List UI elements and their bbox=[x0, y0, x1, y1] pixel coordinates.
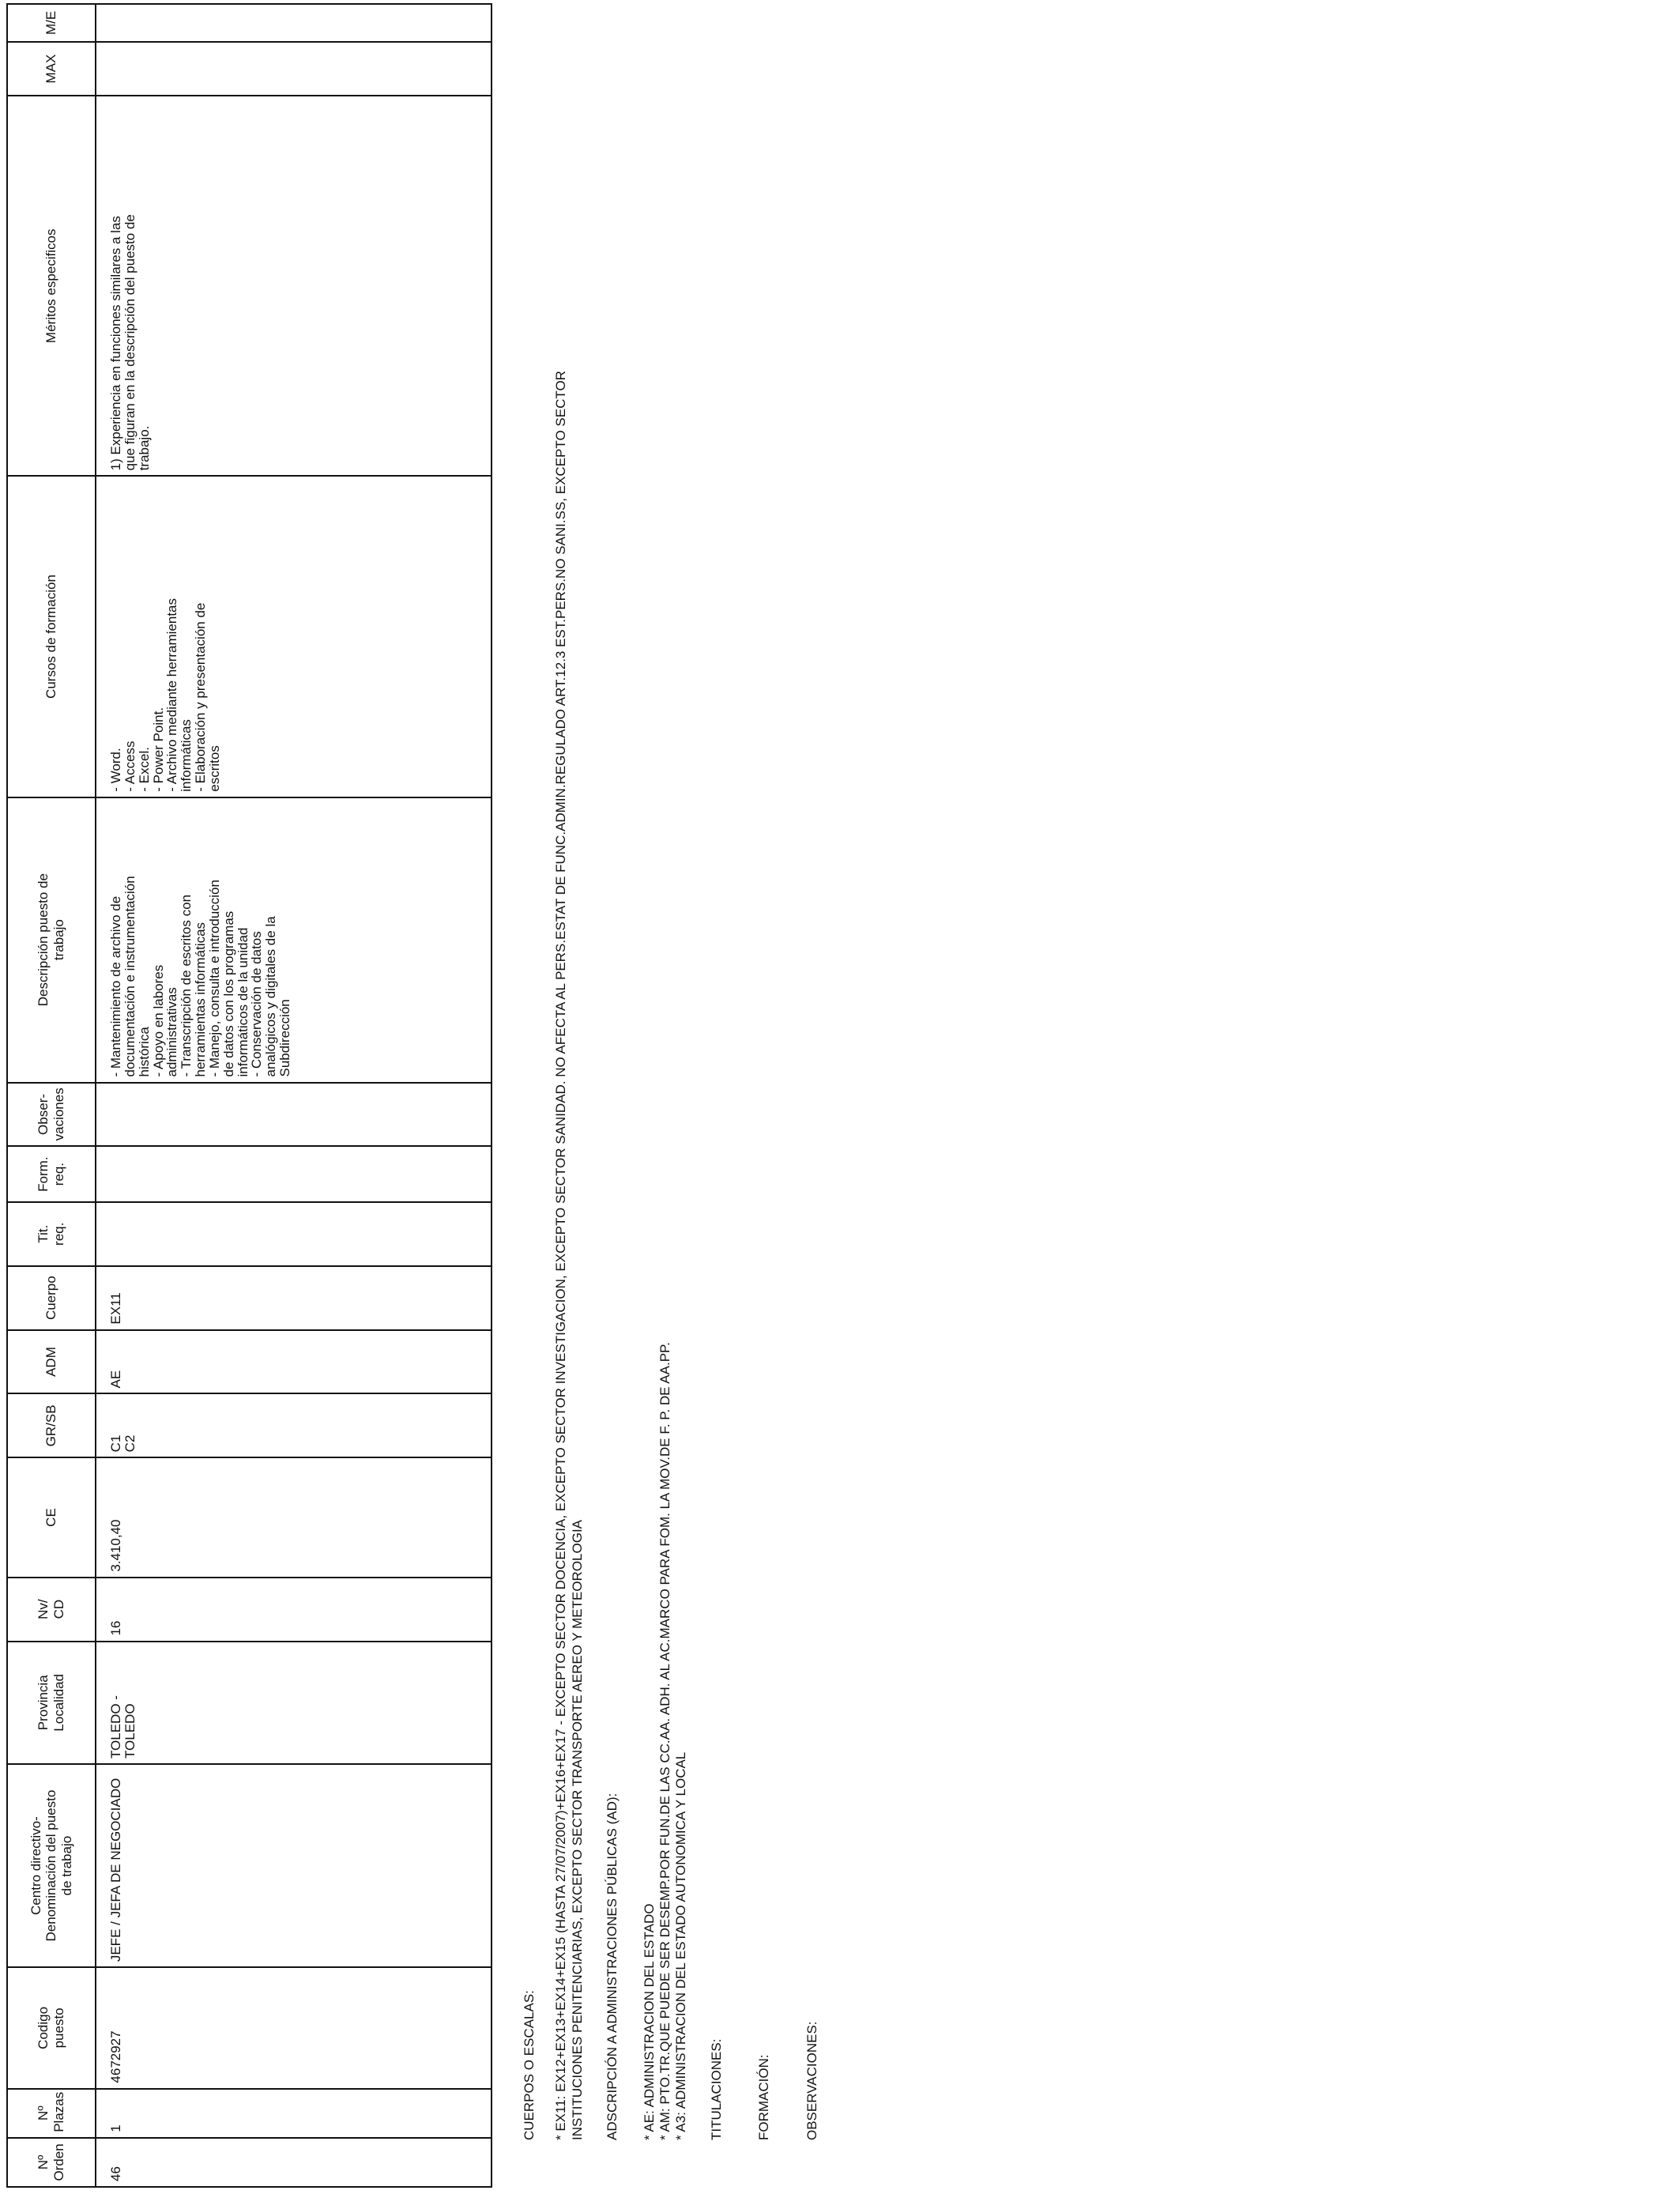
cell-grsb: C1 C2 bbox=[96, 1393, 492, 1457]
table-header-row bbox=[7, 4, 96, 2187]
observaciones-title: OBSERVACIONES: bbox=[804, 2021, 819, 2140]
cell-me bbox=[96, 4, 492, 42]
header-descripcion: Descripción puesto de trabajo bbox=[7, 797, 96, 1083]
job-positions-table bbox=[6, 3, 492, 2188]
adscripcion-title: ADSCRIPCIÓN A ADMINISTRACIONES PÚBLICAS (AD): bbox=[605, 1793, 620, 2140]
header-centro: Centro directivo- Denominación del puesto de trabajo bbox=[7, 1764, 96, 1967]
header-ce: CE bbox=[7, 1457, 96, 1577]
cell-orden: 46 bbox=[96, 2138, 492, 2187]
cuerpos-title: CUERPOS O ESCALAS: bbox=[522, 1990, 537, 2140]
observaciones-block bbox=[804, 22, 820, 2140]
adscripcion-item: * AM: PTO.TR.QUE PUEDE SER DESEMP.POR FUN.DE LAS CC.AA. ADH. AL AC.MARCO PARA FOM. LA MOV.DE F. P. DE AA.PP. bbox=[657, 1342, 672, 2140]
formacion-block bbox=[756, 22, 772, 2140]
header-tit: Tit. req. bbox=[7, 1202, 96, 1266]
cuerpos-block bbox=[522, 22, 586, 2140]
header-adm: ADM bbox=[7, 1330, 96, 1394]
cell-form bbox=[96, 1146, 492, 1202]
cell-codigo: 4672927 bbox=[96, 1967, 492, 2088]
header-orden: Nº Orden bbox=[7, 2138, 96, 2187]
adscripcion-block bbox=[605, 22, 690, 2140]
header-me: M/E bbox=[7, 4, 96, 42]
cell-meritos: 1) Experiencia en funciones similares a las que figuran en la descripción del puesto de trabajo. bbox=[96, 96, 492, 476]
header-codigo: Codigo puesto bbox=[7, 1967, 96, 2088]
header-provincia: Provincia Localidad bbox=[7, 1642, 96, 1765]
cell-descripcion: - Mantenimiento de archivo de documentación e instrumentación histórica - Apoyo en labores administrativas - Transcripción de escritos con herramientas informáticas - Manejo, consulta e introducción de datos con los programas informáticos de la unidad - Conservación de datos analógicos y digitales de la Subdirección bbox=[96, 797, 492, 1083]
header-grsb: GR/SB bbox=[7, 1393, 96, 1457]
titulaciones-title: TITULACIONES: bbox=[708, 2038, 724, 2140]
adscripcion-item: * AE: ADMINISTRACION DEL ESTADO bbox=[641, 1903, 657, 2140]
table-row bbox=[96, 4, 492, 2187]
cell-ce: 3.410,40 bbox=[96, 1457, 492, 1577]
cell-adm: AE bbox=[96, 1330, 492, 1394]
header-meritos: Méritos especificos bbox=[7, 96, 96, 476]
cell-provincia: TOLEDO - TOLEDO bbox=[96, 1642, 492, 1765]
titulaciones-block bbox=[709, 22, 725, 2140]
cell-max bbox=[96, 42, 492, 96]
cell-plazas: 1 bbox=[96, 2089, 492, 2138]
cell-tit bbox=[96, 1202, 492, 1266]
header-cursos: Cursos de formación bbox=[7, 476, 96, 797]
header-max: MAX bbox=[7, 42, 96, 96]
cell-centro: JEFE / JEFA DE NEGOCIADO bbox=[96, 1764, 492, 1967]
formacion-title: FORMACIÓN: bbox=[756, 2054, 772, 2140]
cell-cuerpo: EX11 bbox=[96, 1266, 492, 1330]
header-form: Form. req. bbox=[7, 1146, 96, 1202]
cell-nivel: 16 bbox=[96, 1578, 492, 1642]
header-obs: Obser- vaciones bbox=[7, 1083, 96, 1147]
adscripcion-item: * A3: ADMINISTRACION DEL ESTADO AUTONOMICA Y LOCAL bbox=[673, 1751, 689, 2140]
header-plazas: Nº Plazas bbox=[7, 2089, 96, 2138]
cell-cursos: - Word. - Access - Excel. - Power Point. - Archivo mediante herramientas informáticas - Elaboración y presentación de escritos bbox=[96, 476, 492, 797]
header-cuerpo: Cuerpo bbox=[7, 1266, 96, 1330]
notes-section bbox=[522, 22, 839, 2140]
cuerpos-text: * EX11: EX12+EX13+EX14+EX15 (HASTA 27/07/2007)+EX16+EX17 - EXCEPTO SECTOR DOCENCIA, EXCEPTO SECTOR INVESTIGACION, EXCEPTO SECTOR SANIDAD. NO AFECTA AL PERS.ESTAT DE FUNC.ADMIN.REGULADO ART.12.3 EST.PERS.NO SANI.SS, EXCEPTO SECTOR INSTITUCIONES PENITENCIARIAS, EXCEPTO SECTOR TRANSPORTE AEREO Y METEOROLOGIA bbox=[553, 371, 585, 2140]
header-nivel: Nv/ CD bbox=[7, 1578, 96, 1642]
cell-obs bbox=[96, 1083, 492, 1147]
